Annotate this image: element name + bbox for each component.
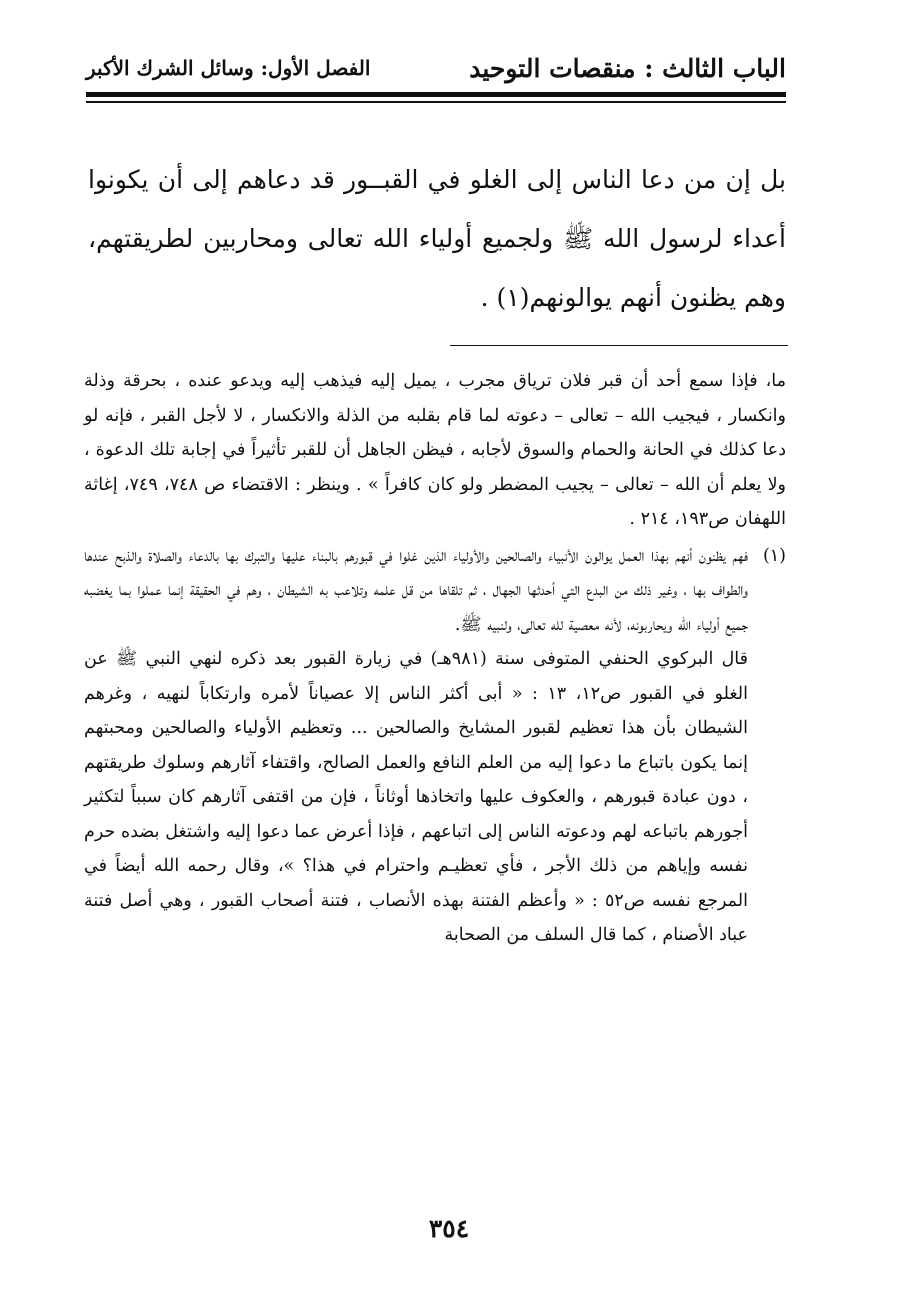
header-rule-thin bbox=[86, 101, 786, 103]
footnote-continuation: ما، فإذا سمع أحد أن قبر فلان ترياق مجرب ، يميل إليه فيذهب إليه ويدعو عنده ، بحرقة وذلة وانكسار ، فيجيب الله – تعالى – دعوته لما قام بقلبه من الذلة والانكسار ، لا لأجل القبر ، فإنه لو دعا كذلك في الحانة والحمام والسوق لأجابه ، فيظن الجاهل أن للقبر تأثيراً في إجابة تلك الدعوة ، ولا يعلم أن الله – تعالى – يجيب المضطر ولو كان كافراً » . وينظر : الاقتضاء ص ٧٤٨، ٧٤٩، إغاثة اللهفان ص١٩٣، ٢١٤ . bbox=[84, 371, 787, 529]
page-number: ٣٥٤ bbox=[428, 1214, 470, 1243]
main-text bbox=[88, 150, 786, 327]
footnotes bbox=[84, 364, 786, 953]
footnote-divider bbox=[450, 345, 788, 346]
body-paragraph: بل إن من دعا الناس إلى الغلو في القبــور قد دعاهم إلى أن يكونوا أعداء لرسول الله ﷺ ولجميع أولياء الله تعالى ومحاربين لطريقتهم، وهم يظنون أنهم يوالونهم(١) . bbox=[88, 165, 786, 312]
chapter-title: الباب الثالث : منقصات التوحيد bbox=[469, 53, 786, 83]
footnote-1 bbox=[84, 539, 786, 643]
header-rule-thick bbox=[86, 92, 786, 97]
footnote-1-quote: قال البركوي الحنفي المتوفى سنة (٩٨١هـ) في زيارة القبور بعد ذكره لنهي النبي ﷺ عن الغلو في القبور ص١٢، ١٣ : « أبى أكثر الناس إلا عصياناً لأمره وارتكاباً لنهيه ، وغرهم الشيطان بأن هذا تعظيم لقبور المشايخ والصالحين ... وتعظيم الأولياء والصالحين ومحبتهم إنما يكون باتباع ما دعوا إليه من العلم النافع والعمل الصالح، واقتفاء آثارهم وسلوك طريقتهم ، دون عبادة قبورهم ، والعكوف عليها واتخاذها أوثاناً ، فإن من اقتفى آثارهم كان سبباً لتكثير أجورهم باتباعه لهم ودعوته الناس إلى اتباعهم ، فإذا أعرض عما دعوا إليه واشتغل بضده حرم نفسه وإياهم من ذلك الأجر ، فأي تعظيـم واحترام في هذا؟ »، وقال رحمه الله أيضاً في المرجع نفسه ص٥٢ : « وأعظم الفتنة بهذه الأنصاب ، فتنة أصحاب القبور ، وهي أصل فتنة عباد الأصنام ، كما قال السلف من الصحابة bbox=[84, 649, 749, 945]
footnote-1-text: فهم يظنون أنهم بهذا العمل يوالون الأنبياء والصالحين والأولياء الذين غلوا في قبورهم بالبناء عليها والتبرك بها بالدعاء والصلاة والذبح عندها والطواف بها ، وغير ذلك من البدع التي أحدثها الجهال ، ثم تلقاها من قل علمه وتلاعب به الشيطان ، وهم في الحقيقة إنما عملوا بما يغضبه جميع أولياء الله ويحاربونه، لأنه معصية لله تعالى، ولنبيه ﷺ. bbox=[84, 545, 748, 635]
running-header bbox=[86, 50, 786, 86]
section-title: الفصل الأول: وسائل الشرك الأكبر bbox=[86, 56, 371, 80]
footnote-number: (١) bbox=[762, 545, 786, 566]
